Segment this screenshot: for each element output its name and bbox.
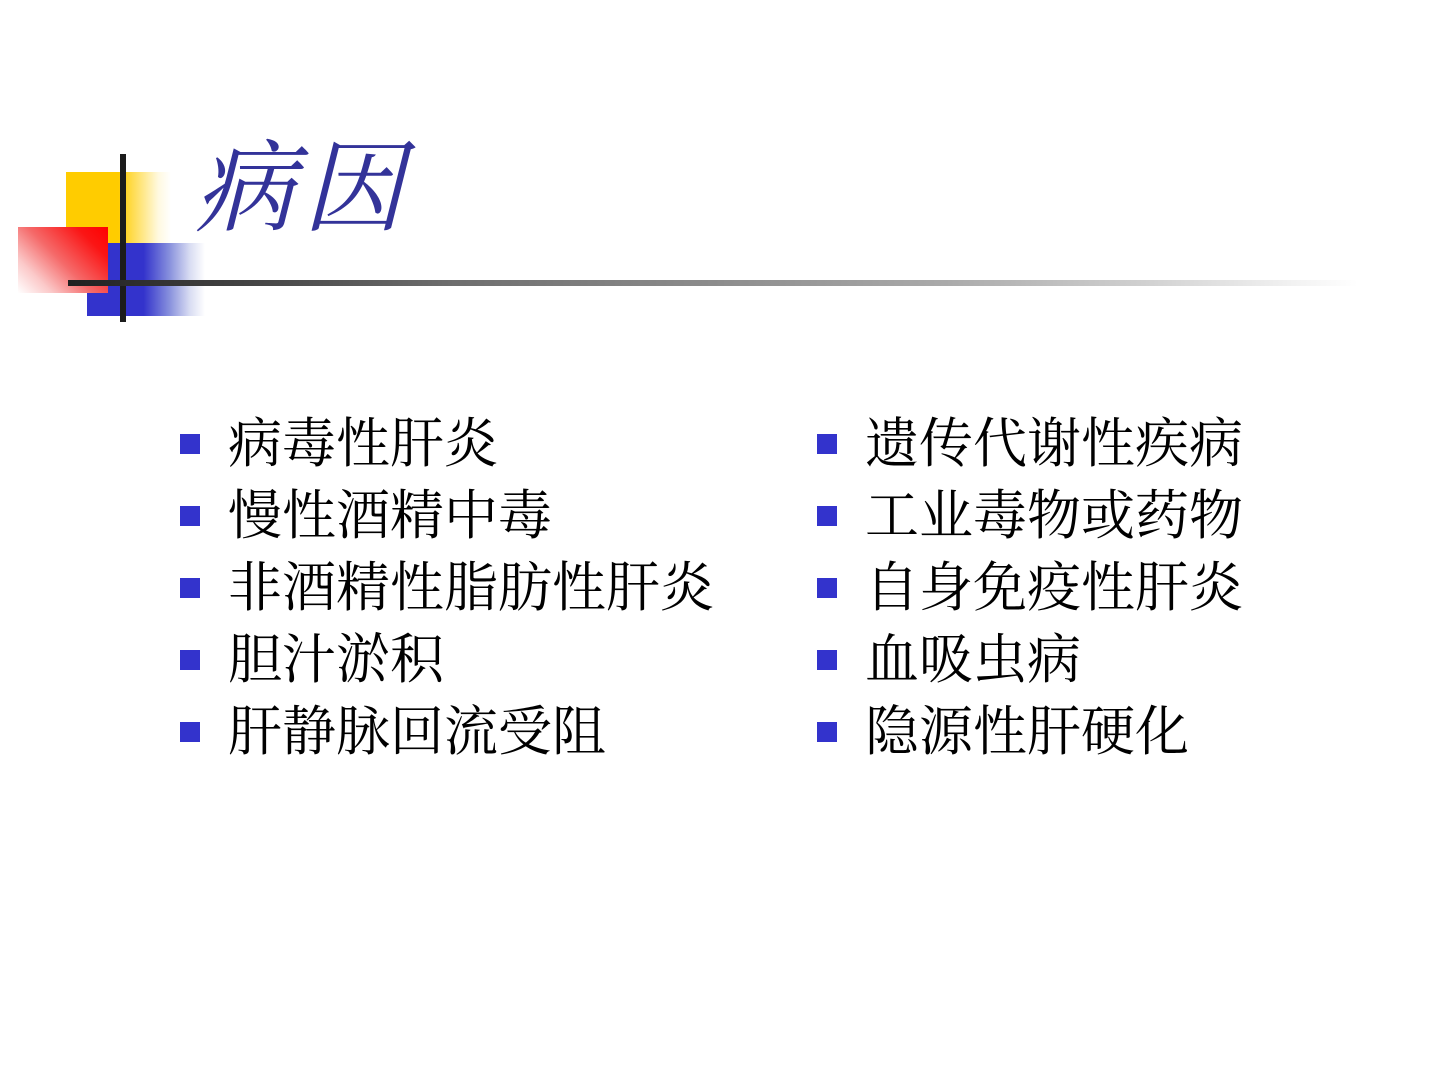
bullet-item-text: 隐源性肝硬化	[865, 702, 1189, 762]
horizontal-rule	[68, 280, 1358, 286]
bullet-square-icon	[817, 506, 837, 526]
vertical-rule	[120, 154, 126, 322]
bullet-item	[817, 552, 1243, 624]
bullet-item	[817, 480, 1243, 552]
bullet-item-text: 非酒精性脂肪性肝炎	[228, 558, 714, 618]
bullet-item-text: 病毒性肝炎	[228, 414, 498, 474]
bullet-item	[180, 552, 714, 624]
bullet-item	[180, 624, 714, 696]
bullet-item	[817, 624, 1243, 696]
bullet-item-text: 自身免疫性肝炎	[865, 558, 1243, 618]
bullet-square-icon	[180, 434, 200, 454]
bullet-column-left	[180, 408, 714, 768]
bullet-square-icon	[817, 722, 837, 742]
bullet-item-text: 肝静脉回流受阻	[228, 702, 606, 762]
bullet-item-text: 遗传代谢性疾病	[865, 414, 1243, 474]
bullet-item	[180, 696, 714, 768]
bullet-item-text: 血吸虫病	[865, 630, 1081, 690]
bullet-square-icon	[817, 578, 837, 598]
bullet-item	[180, 480, 714, 552]
bullet-item	[180, 408, 714, 480]
bullet-square-icon	[180, 506, 200, 526]
bullet-square-icon	[180, 650, 200, 670]
bullet-square-icon	[180, 722, 200, 742]
bullet-square-icon	[180, 578, 200, 598]
bullet-item-text: 胆汁淤积	[228, 630, 444, 690]
bullet-square-icon	[817, 650, 837, 670]
bullet-item-text: 慢性酒精中毒	[228, 486, 552, 546]
bullet-item	[817, 408, 1243, 480]
slide-title: 病因	[195, 134, 411, 245]
bullet-square-icon	[817, 434, 837, 454]
bullet-item	[817, 696, 1243, 768]
bullet-column-right	[817, 408, 1243, 768]
bullet-item-text: 工业毒物或药物	[865, 486, 1243, 546]
